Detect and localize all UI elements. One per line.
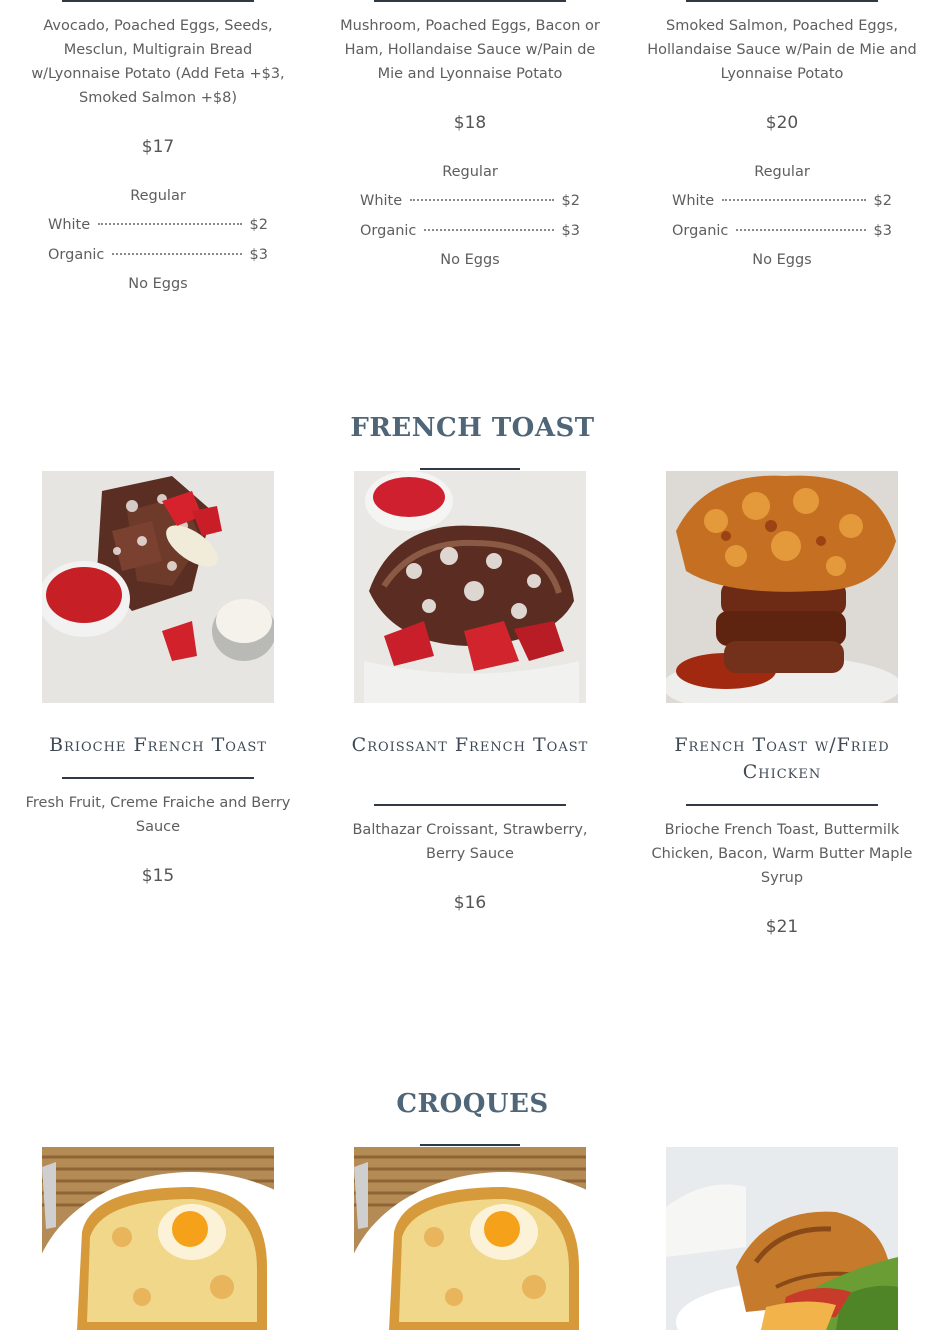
option-heading: Regular (754, 164, 810, 180)
divider (686, 804, 878, 806)
option-price: $3 (249, 247, 268, 263)
croque-madame-photo (354, 1147, 586, 1330)
option-row-organic (48, 247, 268, 267)
option-price: $3 (561, 223, 580, 239)
item-price: $21 (765, 917, 799, 937)
option-row-white (48, 217, 268, 237)
divider (62, 777, 254, 779)
item-description: Balthazar Croissant, Strawberry, Berry Sauce (352, 822, 588, 862)
option-heading: Regular (130, 188, 186, 204)
leader-dots (410, 199, 553, 201)
option-label: White (360, 193, 403, 209)
option-footer: No Eggs (752, 252, 812, 268)
option-label: White (48, 217, 91, 233)
section-title-underline (420, 468, 520, 470)
option-footer: No Eggs (440, 252, 500, 268)
item-price: $16 (453, 893, 487, 913)
option-label: White (672, 193, 715, 209)
leader-dots (98, 223, 241, 225)
item-description: Mushroom, Poached Eggs, Bacon or Ham, Hollandaise Sauce w/Pain de Mie and Lyonnaise Potato (340, 18, 600, 82)
section-title-french-toast: FRENCH TOAST (350, 413, 595, 443)
option-price: $3 (873, 223, 892, 239)
fried-chicken-french-toast-photo (666, 471, 898, 703)
option-footer: No Eggs (128, 276, 188, 292)
item-title: Croissant French Toast (351, 734, 589, 756)
option-row-white (672, 193, 892, 213)
option-row-organic (672, 223, 892, 243)
divider (62, 0, 254, 2)
option-label: Organic (672, 223, 729, 239)
leader-dots (112, 253, 241, 255)
brioche-french-toast-photo (42, 471, 274, 703)
item-price: $17 (141, 137, 175, 157)
item-description: Avocado, Poached Eggs, Seeds, Mesclun, Multigrain Bread w/Lyonnaise Potato (Add Feta +$3, Smoked Salmon +$8) (31, 18, 285, 106)
option-price: $2 (873, 193, 892, 209)
option-heading: Regular (442, 164, 498, 180)
leader-dots (722, 199, 865, 201)
option-row-organic (360, 223, 580, 243)
croissant-french-toast-photo (354, 471, 586, 703)
option-price: $2 (561, 193, 580, 209)
item-title: Brioche French Toast (49, 734, 267, 756)
divider (374, 0, 566, 2)
divider (686, 0, 878, 2)
section-title-croques: CROQUES (396, 1089, 549, 1119)
item-description: Smoked Salmon, Poached Eggs, Hollandaise Sauce w/Pain de Mie and Lyonnaise Potato (647, 18, 917, 82)
section-title-underline (420, 1144, 520, 1146)
option-price: $2 (249, 217, 268, 233)
option-label: Organic (48, 247, 105, 263)
item-price: $15 (141, 866, 175, 886)
item-price: $20 (765, 113, 799, 133)
leader-dots (424, 229, 553, 231)
item-description: Brioche French Toast, Buttermilk Chicken, Bacon, Warm Butter Maple Syrup (651, 822, 913, 886)
item-description: Fresh Fruit, Creme Fraiche and Berry Sauce (25, 795, 291, 835)
croissant-sandwich-photo (666, 1147, 898, 1330)
item-price: $18 (453, 113, 487, 133)
option-row-white (360, 193, 580, 213)
divider (374, 804, 566, 806)
croque-madame-photo (42, 1147, 274, 1330)
item-title: French Toast w/Fried Chicken (674, 734, 890, 783)
leader-dots (736, 229, 865, 231)
option-label: Organic (360, 223, 417, 239)
